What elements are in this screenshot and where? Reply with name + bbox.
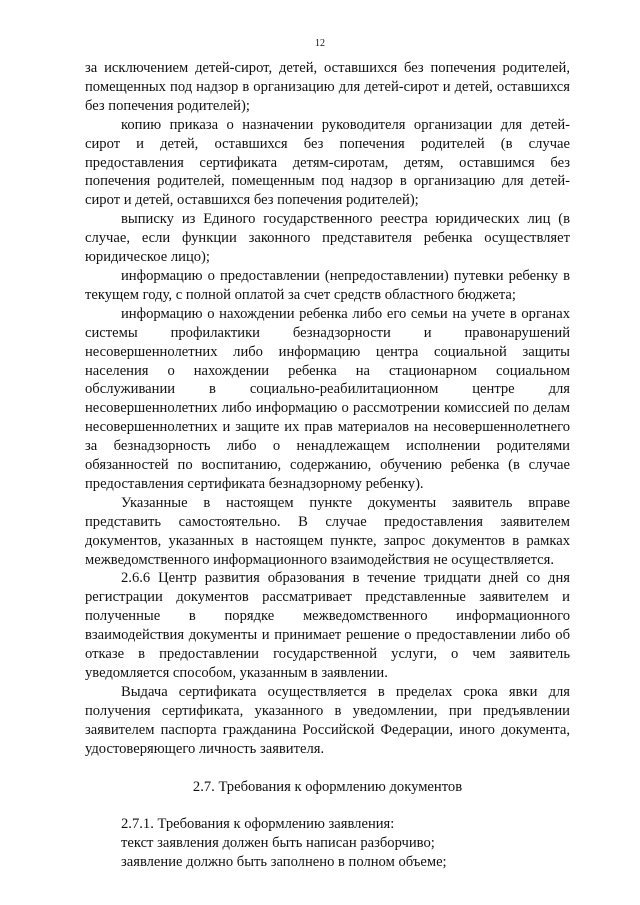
paragraph-order-copy: копию приказа о назначении руководителя организации для детей-сирот и детей, оставшихся без попечения родителей (в случае предоставления сертификата детям-сиротам, детям, оставшимся без попечения родителей, помещенным под надзор в организацию для детей-сирот и детей, оставшихся без попечения родителей); [85,116,570,209]
document-body [85,59,570,872]
paragraph-registry-extract: выписку из Единого государственного реестра юридических лиц (в случае, если функции законного представителя ребенка осуществляет юридическое лицо); [85,211,570,266]
paragraph-2-6-6: 2.6.6 Центр развития образования в течение тридцати дней со дня регистрации документов рассматривает представленные заявителем и полученные в порядке межведомственного информационного взаимодействия документы и принимает решение о предоставлении либо об отказе в предоставлении государственной услуги, о чем заявитель уведомляется способом, указанным в заявлении. [85,570,570,681]
page-number: 12 [315,38,325,49]
section-heading: 2.7. Требования к оформлению документов [192,778,463,795]
paragraph-voucher-info: информацию о предоставлении (непредоставлении) путевки ребенку в текущем году, с полной оплатой за счет средств областного бюджета; [85,267,570,303]
paragraph-2-7-1: 2.7.1. Требования к оформлению заявления: [121,816,395,833]
paragraph-registration-info: информацию о нахождении ребенка либо его семьи на учете в органах системы профилактики безнадзорности и правонарушений несовершеннолетних либо информацию центра социальной защиты населения о нахождении ребенка на стационарном социальном обслуживании в социально-реабилитационном центре для несовершеннолетних либо информацию о рассмотрении комиссией по делам несовершеннолетних и защите их прав материалов на несовершеннолетнего за безнадзорность либо о ненадлежащем исполнении родителями обязанностей по воспитанию, содержанию, обучению ребенка (в случае предоставления сертификата безнадзорному ребенку). [85,305,570,492]
paragraph-certificate-issue: Выдача сертификата осуществляется в пределах срока явки для получения сертификата, указанного в уведомлении, при предъявлении заявителем паспорта гражданина Российской Федерации, иного документа, удостоверяющего личность заявителя. [85,683,570,757]
requirement-item: заявление должно быть заполнено в полном объеме; [121,854,447,871]
requirement-item: текст заявления должен быть написан разборчиво; [121,835,435,852]
paragraph-self-submission: Указанные в настоящем пункте документы заявитель вправе представить самостоятельно. В случае предоставления заявителем документов, указанных в настоящем пункте, запрос документов в рамках межведомственного информационного взаимодействия не осуществляется. [85,494,570,568]
paragraph-continuation: за исключением детей-сирот, детей, оставшихся без попечения родителей, помещенных под надзор в организацию для детей-сирот и детей, оставшихся без попечения родителей); [85,60,570,114]
